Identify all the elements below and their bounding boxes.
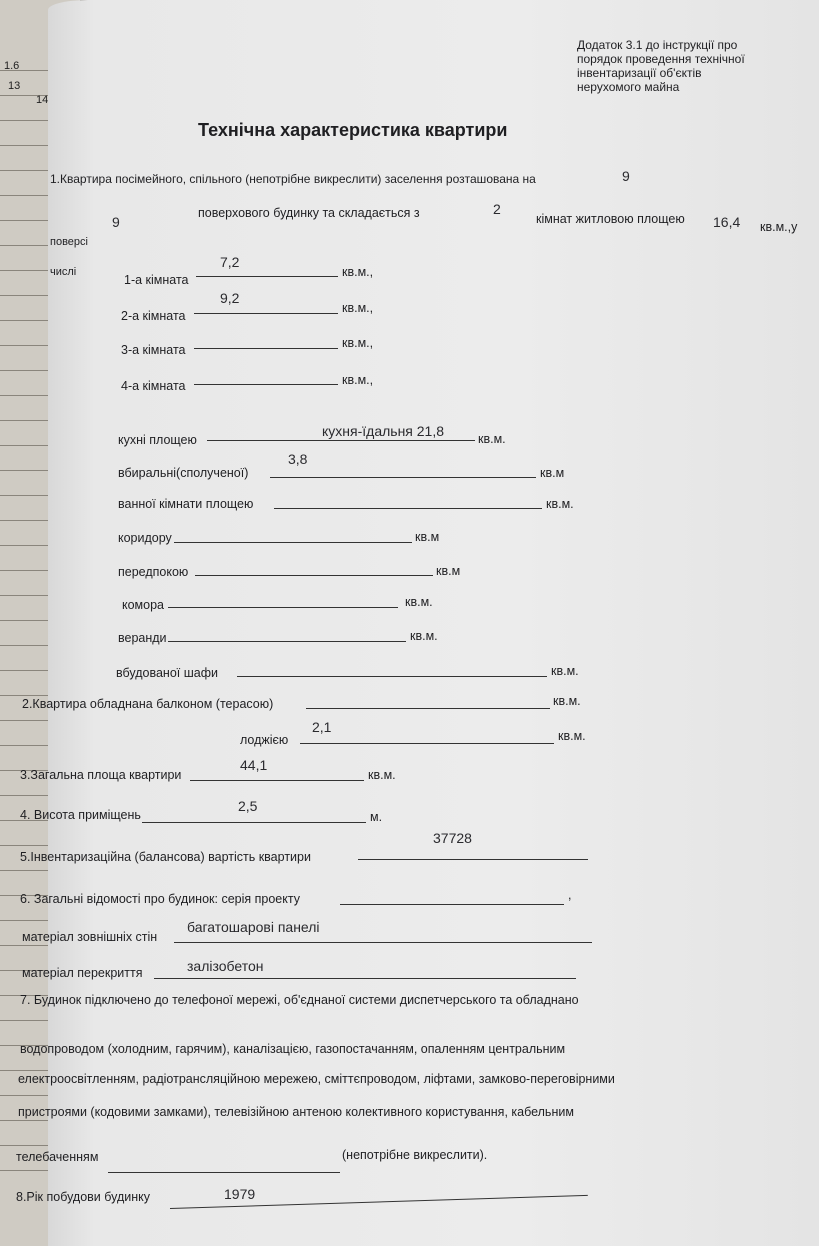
wc-value: 3,8 [288,451,308,467]
left-page-number: 13 [8,80,21,92]
appendix-note-line: нерухомого майна [577,80,680,94]
room-label: 2-а кімната [121,309,186,323]
rooms-value: 2 [493,201,501,217]
wc-label: вбиральні(сполученої) [118,466,249,480]
room-unit: кв.м., [342,301,374,315]
wardrobe-label: вбудованої шафи [116,666,218,680]
balcony-label: 2.Квартира обладнана балконом (терасою) [22,697,274,711]
building-text: поверхового будинку та складається з [198,206,420,220]
build-year-value: 1979 [224,1186,256,1202]
storage-label: комора [122,598,165,612]
walls-label: матеріал зовнішніх стін [22,930,158,944]
hall-label: передпокою [118,565,189,579]
tv-label: телебаченням [16,1150,99,1164]
living-area-value: 16,4 [713,214,741,230]
build-year-label: 8.Рік побудови будинку [16,1190,151,1204]
room-unit: кв.м., [342,336,374,350]
page-title: Технічна характеристика квартири [198,120,508,140]
height-label: 4. Висота приміщень [20,808,141,822]
total-area-label: 3.Загальна площа квартири [20,768,182,782]
floor-value: 9 [622,168,630,184]
corridor-unit: кв.м [415,530,440,544]
section7-line: електроосвітленням, радіотрансляційною мережею, сміттєпроводом, ліфтами, замково-переговірними [18,1072,615,1086]
loggia-label: лоджією [240,733,289,747]
floors-value: залізобетон [187,958,264,974]
total-area-unit: кв.м. [368,768,396,782]
total-area-value: 44,1 [240,757,268,773]
inventory-value-label: 5.Інвентаризаційна (балансова) вартість квартири [20,850,311,864]
section7-line: 7. Будинок підключено до телефоної мережі, об'єднаної системи диспетчерського та обладнано [20,993,579,1007]
left-page-number: 14 [36,94,49,106]
room-label: 3-а кімната [121,343,186,357]
loggia-value: 2,1 [312,719,332,735]
section7-line: водопроводом (холодним, гарячим), каналізацією, газопостачанням, опаленням центральним [20,1042,566,1056]
hall-unit: кв.м [436,564,461,578]
wc-unit: кв.м [540,466,565,480]
appendix-note-line: Додаток 3.1 до інструкції про [577,38,738,52]
room-unit: кв.м., [342,265,374,279]
room-label: 1-а кімната [124,273,189,287]
inventory-value: 37728 [433,830,472,846]
room-label: 4-а кімната [121,379,186,393]
wardrobe-unit: кв.м. [551,664,579,678]
loggia-unit: кв.м. [558,729,586,743]
room-unit: кв.м., [342,373,374,387]
room-value: 9,2 [220,290,240,306]
kitchen-unit: кв.м. [478,432,506,446]
storeys-label: поверсі [50,236,88,248]
series-comma: , [568,888,572,902]
document-page [48,0,819,1246]
bath-unit: кв.м. [546,497,574,511]
walls-value: багатошарові панелі [187,919,320,935]
veranda-label: веранди [118,631,167,645]
left-page-number: 1.6 [4,60,20,72]
living-unit: кв.м.,у [760,220,798,234]
bath-label: ванної кімнати площею [118,497,254,511]
series-label: 6. Загальні відомості про будинок: серія проекту [20,892,300,906]
balcony-unit: кв.м. [553,694,581,708]
corridor-label: коридору [118,531,172,545]
kitchen-label: кухні площею [118,433,197,447]
section7-line: пристроями (кодовими замками), телевізійною антеною колективного користування, кабельним [18,1105,574,1119]
appendix-note-line: інвентаризації об'єктів [577,66,702,80]
strike-note: (непотрібне викреслити). [342,1148,488,1162]
section1-intro: 1.Квартира посімейного, спільного (непотрібне викреслити) заселення розташована на [50,172,536,186]
veranda-unit: кв.м. [410,629,438,643]
floors-label: матеріал перекриття [22,966,143,980]
room-value: 7,2 [220,254,240,270]
appendix-note [577,38,745,94]
storeys-value: 9 [112,214,120,230]
incl-label: числі [50,266,77,278]
storage-unit: кв.м. [405,595,433,609]
kitchen-value: кухня-їдальня 21,8 [322,423,445,439]
height-unit: м. [370,810,383,824]
height-value: 2,5 [238,798,258,814]
living-text: кімнат житловою площею [536,212,685,226]
appendix-note-line: порядок проведення технічної [577,52,745,66]
